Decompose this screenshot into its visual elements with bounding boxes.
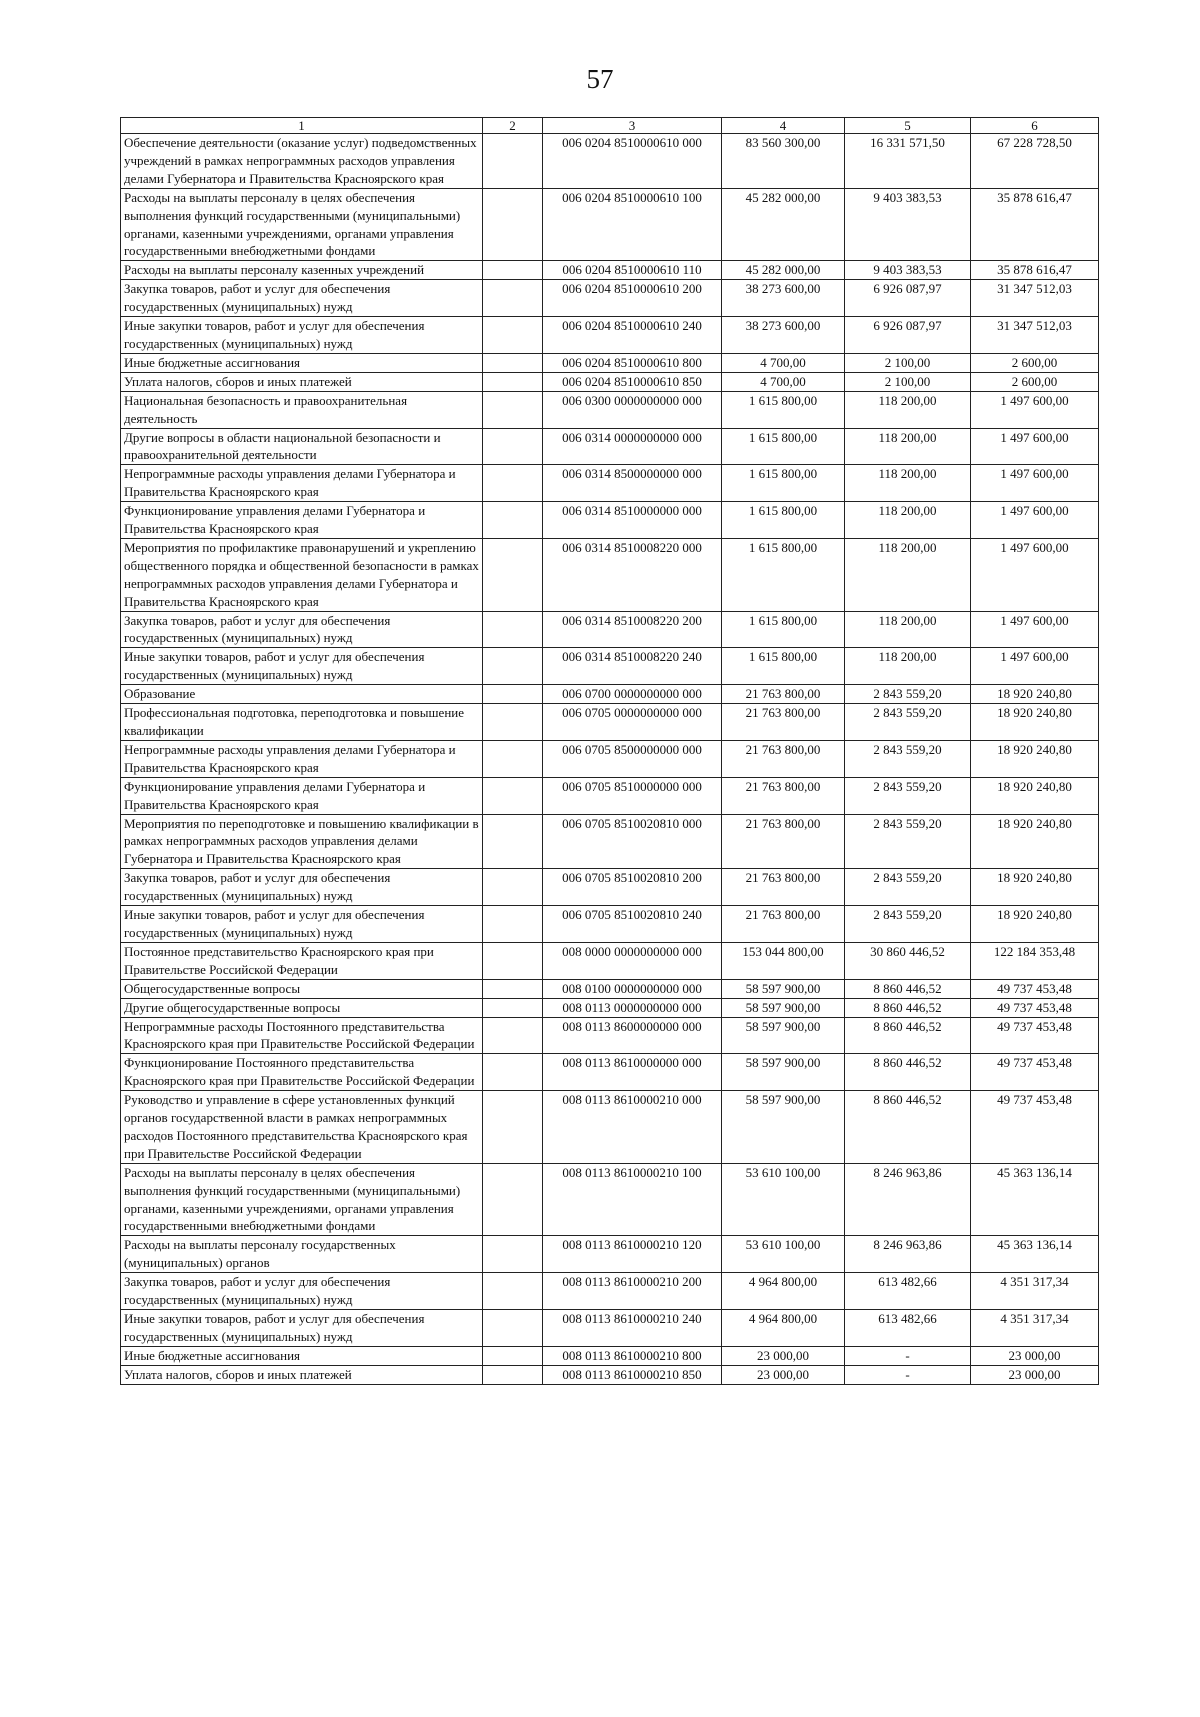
row-remaining-cell: 49 737 453,48 [971, 998, 1099, 1017]
row-executed-cell: 2 843 559,20 [845, 685, 971, 704]
row-code-cell: 006 0705 8510000000 000 [543, 777, 722, 814]
row-code-cell: 006 0314 8500000000 000 [543, 465, 722, 502]
row-planned-cell: 21 763 800,00 [722, 685, 845, 704]
row-col2-cell [483, 502, 543, 539]
row-col2-cell [483, 1236, 543, 1273]
row-name-cell: Закупка товаров, работ и услуг для обеспечения государственных (муниципальных) нужд [121, 611, 483, 648]
table-row [121, 942, 1099, 979]
row-remaining-cell: 18 920 240,80 [971, 777, 1099, 814]
row-code-cell: 008 0113 8610000210 800 [543, 1346, 722, 1365]
page-number: 57 [586, 64, 614, 94]
row-name-cell: Непрограммные расходы Постоянного представительства Красноярского края при Правительстве Российской Федерации [121, 1017, 483, 1054]
row-executed-cell: - [845, 1346, 971, 1365]
row-executed-cell: 118 200,00 [845, 502, 971, 539]
row-name-cell: Расходы на выплаты персоналу государственных (муниципальных) органов [121, 1236, 483, 1273]
row-name-cell: Функционирование Постоянного представительства Красноярского края при Правительстве Российской Федерации [121, 1054, 483, 1091]
row-planned-cell: 38 273 600,00 [722, 280, 845, 317]
row-planned-cell: 21 763 800,00 [722, 704, 845, 741]
row-planned-cell: 38 273 600,00 [722, 317, 845, 354]
row-planned-cell: 1 615 800,00 [722, 465, 845, 502]
row-executed-cell: 6 926 087,97 [845, 317, 971, 354]
row-executed-cell: 118 200,00 [845, 611, 971, 648]
table-row [121, 1236, 1099, 1273]
row-name-cell: Непрограммные расходы управления делами Губернатора и Правительства Красноярского края [121, 465, 483, 502]
row-code-cell: 006 0705 0000000000 000 [543, 704, 722, 741]
row-remaining-cell: 35 878 616,47 [971, 188, 1099, 261]
row-name-cell: Иные закупки товаров, работ и услуг для обеспечения государственных (муниципальных) нужд [121, 906, 483, 943]
table-row [121, 538, 1099, 611]
row-remaining-cell: 1 497 600,00 [971, 611, 1099, 648]
row-executed-cell: 2 100,00 [845, 372, 971, 391]
row-name-cell: Обеспечение деятельности (оказание услуг) подведомственных учреждений в рамках непрограммных расходов управления делами Губернатора и Правительства Красноярского края [121, 134, 483, 189]
row-executed-cell: - [845, 1365, 971, 1384]
row-remaining-cell: 1 497 600,00 [971, 391, 1099, 428]
row-planned-cell: 23 000,00 [722, 1346, 845, 1365]
row-name-cell: Иные бюджетные ассигнования [121, 1346, 483, 1365]
column-header: 1 [121, 118, 483, 134]
row-planned-cell: 45 282 000,00 [722, 188, 845, 261]
row-code-cell: 006 0204 8510000610 800 [543, 353, 722, 372]
row-code-cell: 008 0113 8610000210 240 [543, 1310, 722, 1347]
row-remaining-cell: 49 737 453,48 [971, 979, 1099, 998]
row-col2-cell [483, 704, 543, 741]
row-col2-cell [483, 353, 543, 372]
row-code-cell: 008 0113 8610000210 000 [543, 1091, 722, 1164]
row-planned-cell: 4 700,00 [722, 372, 845, 391]
table-row [121, 280, 1099, 317]
row-col2-cell [483, 538, 543, 611]
row-name-cell: Расходы на выплаты персоналу в целях обеспечения выполнения функций государственными (муниципальными) органами, казенными учреждениями, органами управления государственными внебюджетными фондами [121, 188, 483, 261]
row-code-cell: 008 0113 0000000000 000 [543, 998, 722, 1017]
row-code-cell: 006 0705 8510020810 200 [543, 869, 722, 906]
row-code-cell: 006 0204 8510000610 100 [543, 188, 722, 261]
column-header: 3 [543, 118, 722, 134]
row-planned-cell: 1 615 800,00 [722, 428, 845, 465]
row-col2-cell [483, 814, 543, 869]
row-code-cell: 006 0204 8510000610 240 [543, 317, 722, 354]
table-row [121, 648, 1099, 685]
row-executed-cell: 8 860 446,52 [845, 1054, 971, 1091]
row-planned-cell: 58 597 900,00 [722, 998, 845, 1017]
row-col2-cell [483, 611, 543, 648]
table-row [121, 353, 1099, 372]
row-remaining-cell: 2 600,00 [971, 372, 1099, 391]
row-remaining-cell: 1 497 600,00 [971, 648, 1099, 685]
row-col2-cell [483, 1163, 543, 1236]
row-executed-cell: 613 482,66 [845, 1273, 971, 1310]
row-planned-cell: 45 282 000,00 [722, 261, 845, 280]
row-planned-cell: 1 615 800,00 [722, 502, 845, 539]
table-row [121, 777, 1099, 814]
row-remaining-cell: 1 497 600,00 [971, 538, 1099, 611]
row-executed-cell: 2 843 559,20 [845, 906, 971, 943]
row-col2-cell [483, 428, 543, 465]
row-remaining-cell: 49 737 453,48 [971, 1017, 1099, 1054]
table-row [121, 869, 1099, 906]
row-executed-cell: 2 843 559,20 [845, 777, 971, 814]
row-code-cell: 008 0100 0000000000 000 [543, 979, 722, 998]
row-name-cell: Функционирование управления делами Губернатора и Правительства Красноярского края [121, 502, 483, 539]
row-code-cell: 008 0000 0000000000 000 [543, 942, 722, 979]
row-planned-cell: 21 763 800,00 [722, 869, 845, 906]
table-row [121, 1365, 1099, 1384]
row-executed-cell: 8 246 963,86 [845, 1236, 971, 1273]
budget-table [120, 117, 1099, 1385]
row-col2-cell [483, 648, 543, 685]
table-row [121, 317, 1099, 354]
table-row [121, 906, 1099, 943]
row-col2-cell [483, 1054, 543, 1091]
table-row [121, 502, 1099, 539]
row-col2-cell [483, 1017, 543, 1054]
row-planned-cell: 21 763 800,00 [722, 814, 845, 869]
row-name-cell: Профессиональная подготовка, переподготовка и повышение квалификации [121, 704, 483, 741]
row-executed-cell: 118 200,00 [845, 465, 971, 502]
table-row [121, 1017, 1099, 1054]
row-remaining-cell: 1 497 600,00 [971, 428, 1099, 465]
row-planned-cell: 1 615 800,00 [722, 648, 845, 685]
row-remaining-cell: 18 920 240,80 [971, 685, 1099, 704]
row-planned-cell: 1 615 800,00 [722, 538, 845, 611]
row-col2-cell [483, 998, 543, 1017]
row-code-cell: 006 0314 0000000000 000 [543, 428, 722, 465]
row-code-cell: 006 0705 8510020810 240 [543, 906, 722, 943]
row-col2-cell [483, 317, 543, 354]
row-code-cell: 008 0113 8610000210 100 [543, 1163, 722, 1236]
row-col2-cell [483, 1365, 543, 1384]
row-col2-cell [483, 906, 543, 943]
row-code-cell: 006 0314 8510008220 240 [543, 648, 722, 685]
row-code-cell: 006 0314 8510008220 000 [543, 538, 722, 611]
row-executed-cell: 8 246 963,86 [845, 1163, 971, 1236]
row-executed-cell: 118 200,00 [845, 648, 971, 685]
row-remaining-cell: 23 000,00 [971, 1365, 1099, 1384]
row-name-cell: Другие общегосударственные вопросы [121, 998, 483, 1017]
row-planned-cell: 53 610 100,00 [722, 1236, 845, 1273]
row-name-cell: Мероприятия по переподготовке и повышению квалификации в рамках непрограммных расходов управления делами Губернатора и Правительства Красноярского края [121, 814, 483, 869]
row-remaining-cell: 18 920 240,80 [971, 869, 1099, 906]
row-code-cell: 008 0113 8610000210 200 [543, 1273, 722, 1310]
table-row [121, 428, 1099, 465]
table-row [121, 814, 1099, 869]
row-planned-cell: 21 763 800,00 [722, 740, 845, 777]
row-code-cell: 006 0314 8510008220 200 [543, 611, 722, 648]
table-row [121, 998, 1099, 1017]
row-name-cell: Другие вопросы в области национальной безопасности и правоохранительной деятельности [121, 428, 483, 465]
row-executed-cell: 118 200,00 [845, 538, 971, 611]
row-name-cell: Мероприятия по профилактике правонарушений и укреплению общественного порядка и общественной безопасности в рамках непрограммных расходов управления делами Губернатора и Правительства Красноярского края [121, 538, 483, 611]
row-col2-cell [483, 372, 543, 391]
row-name-cell: Национальная безопасность и правоохранительная деятельность [121, 391, 483, 428]
row-remaining-cell: 18 920 240,80 [971, 704, 1099, 741]
table-row [121, 188, 1099, 261]
row-col2-cell [483, 1310, 543, 1347]
row-name-cell: Закупка товаров, работ и услуг для обеспечения государственных (муниципальных) нужд [121, 1273, 483, 1310]
row-remaining-cell: 49 737 453,48 [971, 1054, 1099, 1091]
row-executed-cell: 9 403 383,53 [845, 261, 971, 280]
table-header-row [121, 118, 1099, 134]
table-row [121, 465, 1099, 502]
row-planned-cell: 58 597 900,00 [722, 1091, 845, 1164]
row-name-cell: Руководство и управление в сфере установленных функций органов государственной власти в рамках непрограммных расходов Постоянного представительства Красноярского края при Правительстве Российской Федерации [121, 1091, 483, 1164]
row-planned-cell: 23 000,00 [722, 1365, 845, 1384]
table-row [121, 134, 1099, 189]
row-remaining-cell: 1 497 600,00 [971, 502, 1099, 539]
row-planned-cell: 1 615 800,00 [722, 611, 845, 648]
row-planned-cell: 58 597 900,00 [722, 979, 845, 998]
row-executed-cell: 2 843 559,20 [845, 869, 971, 906]
row-remaining-cell: 35 878 616,47 [971, 261, 1099, 280]
row-name-cell: Расходы на выплаты персоналу в целях обеспечения выполнения функций государственными (муниципальными) органами, казенными учреждениями, органами управления государственными внебюджетными фондами [121, 1163, 483, 1236]
row-col2-cell [483, 942, 543, 979]
table-row [121, 372, 1099, 391]
row-col2-cell [483, 685, 543, 704]
row-code-cell: 006 0705 8500000000 000 [543, 740, 722, 777]
table-row [121, 1310, 1099, 1347]
row-remaining-cell: 31 347 512,03 [971, 280, 1099, 317]
row-name-cell: Иные закупки товаров, работ и услуг для обеспечения государственных (муниципальных) нужд [121, 648, 483, 685]
row-name-cell: Уплата налогов, сборов и иных платежей [121, 372, 483, 391]
row-name-cell: Общегосударственные вопросы [121, 979, 483, 998]
row-remaining-cell: 2 600,00 [971, 353, 1099, 372]
row-name-cell: Непрограммные расходы управления делами Губернатора и Правительства Красноярского края [121, 740, 483, 777]
row-name-cell: Уплата налогов, сборов и иных платежей [121, 1365, 483, 1384]
row-remaining-cell: 49 737 453,48 [971, 1091, 1099, 1164]
row-col2-cell [483, 134, 543, 189]
row-remaining-cell: 18 920 240,80 [971, 740, 1099, 777]
row-code-cell: 008 0113 8610000000 000 [543, 1054, 722, 1091]
row-executed-cell: 118 200,00 [845, 391, 971, 428]
row-col2-cell [483, 280, 543, 317]
table-row [121, 1346, 1099, 1365]
row-executed-cell: 118 200,00 [845, 428, 971, 465]
row-planned-cell: 1 615 800,00 [722, 391, 845, 428]
table-row [121, 261, 1099, 280]
table-row [121, 979, 1099, 998]
row-executed-cell: 2 843 559,20 [845, 814, 971, 869]
row-planned-cell: 53 610 100,00 [722, 1163, 845, 1236]
row-remaining-cell: 4 351 317,34 [971, 1273, 1099, 1310]
row-planned-cell: 21 763 800,00 [722, 906, 845, 943]
row-col2-cell [483, 869, 543, 906]
row-code-cell: 006 0705 8510020810 000 [543, 814, 722, 869]
row-planned-cell: 83 560 300,00 [722, 134, 845, 189]
row-remaining-cell: 122 184 353,48 [971, 942, 1099, 979]
row-col2-cell [483, 188, 543, 261]
row-name-cell: Закупка товаров, работ и услуг для обеспечения государственных (муниципальных) нужд [121, 280, 483, 317]
row-executed-cell: 30 860 446,52 [845, 942, 971, 979]
row-name-cell: Иные закупки товаров, работ и услуг для обеспечения государственных (муниципальных) нужд [121, 1310, 483, 1347]
row-code-cell: 006 0204 8510000610 000 [543, 134, 722, 189]
table-row [121, 391, 1099, 428]
row-code-cell: 008 0113 8610000210 850 [543, 1365, 722, 1384]
row-code-cell: 008 0113 8610000210 120 [543, 1236, 722, 1273]
column-header: 5 [845, 118, 971, 134]
row-executed-cell: 2 843 559,20 [845, 704, 971, 741]
row-name-cell: Расходы на выплаты персоналу казенных учреждений [121, 261, 483, 280]
column-header: 6 [971, 118, 1099, 134]
table-row [121, 1273, 1099, 1310]
table-row [121, 1163, 1099, 1236]
row-col2-cell [483, 465, 543, 502]
column-header: 2 [483, 118, 543, 134]
row-remaining-cell: 45 363 136,14 [971, 1163, 1099, 1236]
row-col2-cell [483, 1273, 543, 1310]
row-planned-cell: 153 044 800,00 [722, 942, 845, 979]
row-code-cell: 006 0204 8510000610 850 [543, 372, 722, 391]
row-executed-cell: 8 860 446,52 [845, 1091, 971, 1164]
row-planned-cell: 58 597 900,00 [722, 1017, 845, 1054]
row-remaining-cell: 45 363 136,14 [971, 1236, 1099, 1273]
row-executed-cell: 2 100,00 [845, 353, 971, 372]
row-col2-cell [483, 1346, 543, 1365]
row-col2-cell [483, 979, 543, 998]
row-code-cell: 006 0204 8510000610 110 [543, 261, 722, 280]
row-planned-cell: 58 597 900,00 [722, 1054, 845, 1091]
row-name-cell: Постоянное представительство Красноярского края при Правительстве Российской Федерации [121, 942, 483, 979]
row-name-cell: Образование [121, 685, 483, 704]
row-executed-cell: 2 843 559,20 [845, 740, 971, 777]
row-name-cell: Функционирование управления делами Губернатора и Правительства Красноярского края [121, 777, 483, 814]
table-row [121, 611, 1099, 648]
row-executed-cell: 9 403 383,53 [845, 188, 971, 261]
row-col2-cell [483, 740, 543, 777]
row-executed-cell: 8 860 446,52 [845, 1017, 971, 1054]
row-remaining-cell: 1 497 600,00 [971, 465, 1099, 502]
row-remaining-cell: 67 228 728,50 [971, 134, 1099, 189]
row-name-cell: Иные закупки товаров, работ и услуг для обеспечения государственных (муниципальных) нужд [121, 317, 483, 354]
row-code-cell: 006 0300 0000000000 000 [543, 391, 722, 428]
row-executed-cell: 8 860 446,52 [845, 979, 971, 998]
row-planned-cell: 4 964 800,00 [722, 1273, 845, 1310]
row-col2-cell [483, 261, 543, 280]
row-executed-cell: 16 331 571,50 [845, 134, 971, 189]
table-body [121, 134, 1099, 1385]
row-planned-cell: 4 964 800,00 [722, 1310, 845, 1347]
row-code-cell: 006 0314 8510000000 000 [543, 502, 722, 539]
row-name-cell: Иные бюджетные ассигнования [121, 353, 483, 372]
row-col2-cell [483, 391, 543, 428]
table-row [121, 1054, 1099, 1091]
row-code-cell: 006 0700 0000000000 000 [543, 685, 722, 704]
column-header: 4 [722, 118, 845, 134]
table-row [121, 740, 1099, 777]
row-remaining-cell: 18 920 240,80 [971, 906, 1099, 943]
row-code-cell: 006 0204 8510000610 200 [543, 280, 722, 317]
row-remaining-cell: 31 347 512,03 [971, 317, 1099, 354]
row-remaining-cell: 23 000,00 [971, 1346, 1099, 1365]
row-planned-cell: 4 700,00 [722, 353, 845, 372]
table-row [121, 685, 1099, 704]
row-name-cell: Закупка товаров, работ и услуг для обеспечения государственных (муниципальных) нужд [121, 869, 483, 906]
row-executed-cell: 6 926 087,97 [845, 280, 971, 317]
table-row [121, 704, 1099, 741]
row-executed-cell: 613 482,66 [845, 1310, 971, 1347]
row-code-cell: 008 0113 8600000000 000 [543, 1017, 722, 1054]
table-row [121, 1091, 1099, 1164]
row-remaining-cell: 18 920 240,80 [971, 814, 1099, 869]
row-remaining-cell: 4 351 317,34 [971, 1310, 1099, 1347]
row-executed-cell: 8 860 446,52 [845, 998, 971, 1017]
row-col2-cell [483, 777, 543, 814]
row-planned-cell: 21 763 800,00 [722, 777, 845, 814]
row-col2-cell [483, 1091, 543, 1164]
